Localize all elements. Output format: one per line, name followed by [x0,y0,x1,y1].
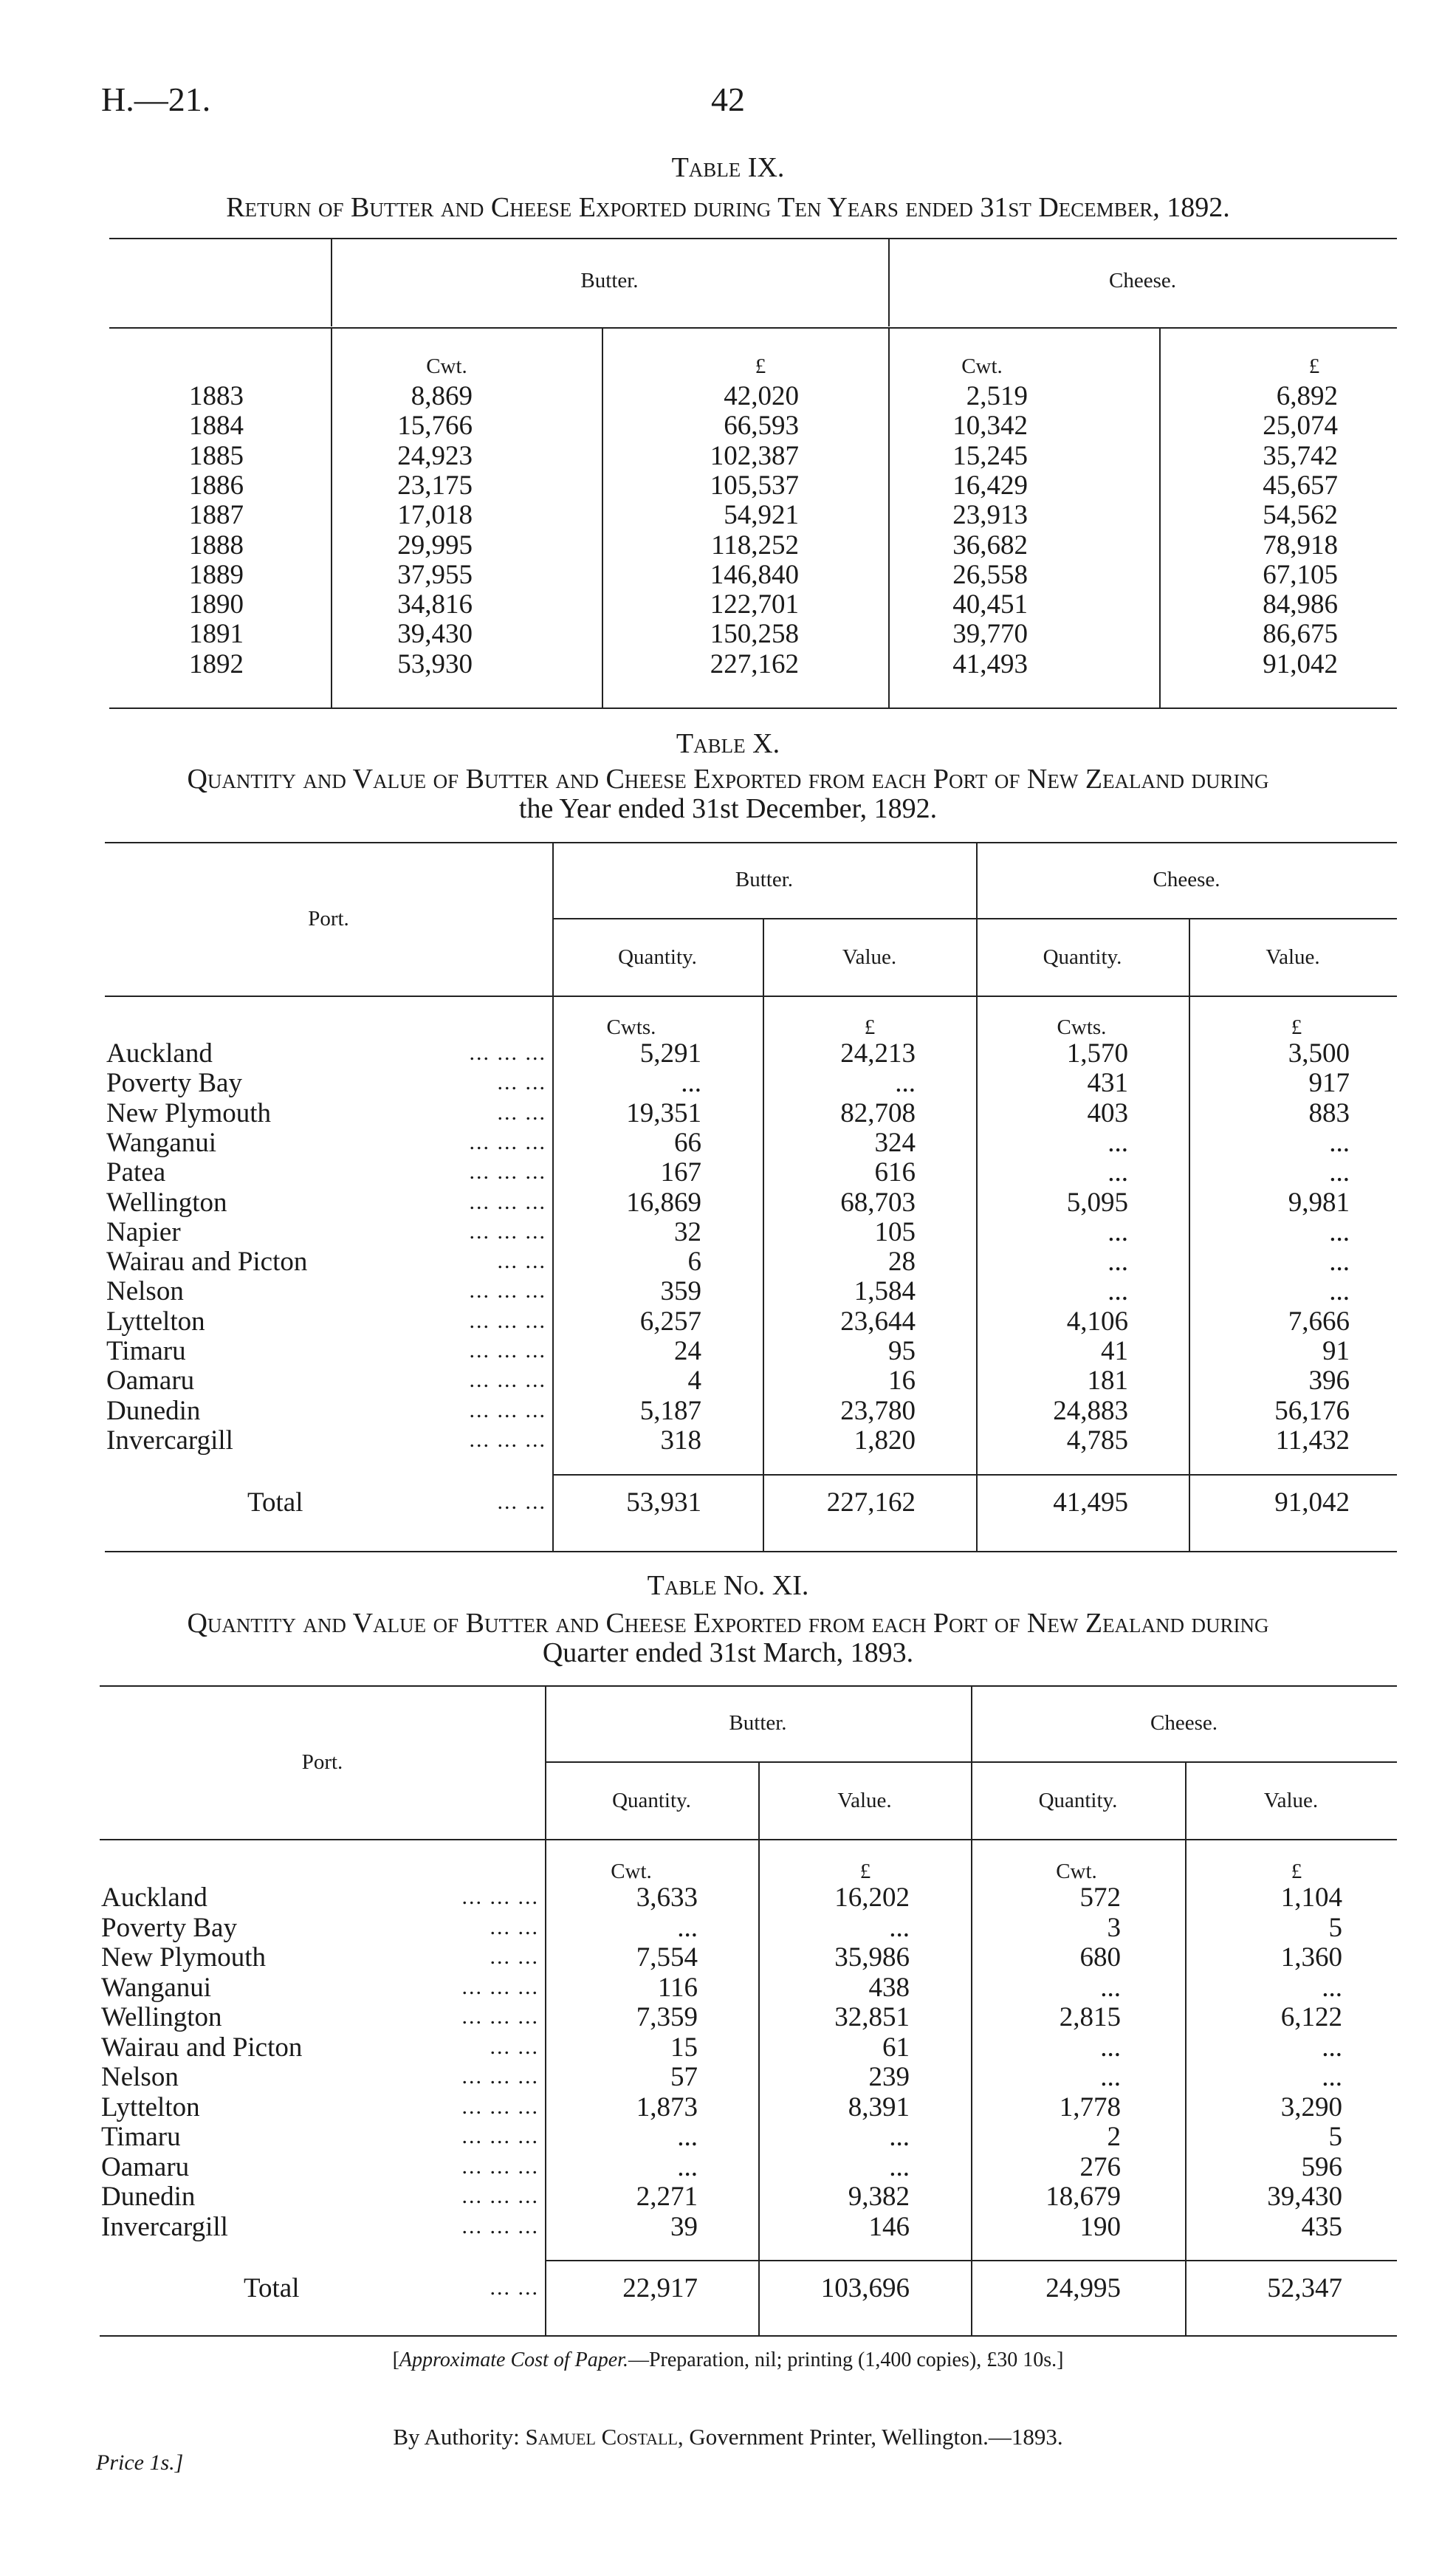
value-cell: 239 [868,2062,910,2092]
rule-group [552,918,1397,919]
value-cell: 190 [1079,2211,1121,2242]
value-cell: ... [1100,2032,1121,2063]
table-10-caption-line1: Quantity and Value of Butter and Cheese Exported from each Port of New Zealand during [187,764,1269,795]
value-cell: 116 [657,1972,698,2003]
leader-dots: ... ... ... [469,1041,546,1065]
value-cell: 16,202 [834,1882,910,1913]
value-cell: ... [1322,2032,1342,2063]
value-cell: 2,271 [636,2182,698,2212]
value-cell: 1,778 [1059,2091,1121,2122]
port-name: Wanganui [106,1127,217,1158]
group-header-butter: Butter. [580,269,639,292]
value-cell: 39,430 [397,619,473,650]
port-name: Lyttelton [101,2091,200,2122]
total-label: Total [244,2273,300,2303]
total-cell: 52,347 [1267,2273,1342,2303]
value-cell: ... [1108,1157,1128,1188]
port-name: Wairau and Picton [101,2032,303,2063]
value-cell: ... [681,1068,701,1099]
value-cell: 7,666 [1288,1306,1350,1337]
rule-bottom [109,707,1397,709]
value-cell: 39,770 [952,619,1028,650]
value-cell: 15,245 [952,440,1028,471]
group-header-butter: Butter. [735,868,794,891]
value-cell: 61 [882,2032,910,2063]
year-cell: 1892 [189,648,244,679]
group-header-cheese: Cheese. [1109,269,1176,292]
value-cell: 66 [674,1127,701,1158]
cost-note [0,2348,1456,2372]
leader-dots: ... ... ... [461,2094,539,2119]
year-cell: 1888 [189,530,244,561]
port-name: Auckland [106,1038,213,1069]
rule-bottom [100,2335,1397,2337]
year-cell: 1883 [189,381,244,411]
value-cell: 102,387 [710,440,799,471]
unit-label: Cwt. [426,354,467,378]
value-cell: 3,633 [636,1882,698,1913]
leader-dots: ... ... [490,1914,539,1939]
table-11-caption-line2: Quarter ended 31st March, 1893. [542,1637,914,1668]
value-cell: 15,766 [397,411,473,442]
leader-dots: ... ... ... [461,2213,539,2238]
leader-dots: ... ... ... [469,1397,546,1422]
value-cell: ... [889,1912,910,1943]
total-cell: 103,696 [820,2273,910,2303]
value-cell: 34,816 [397,589,473,620]
value-cell: ... [677,2151,698,2182]
value-cell: 82,708 [840,1097,916,1128]
value-cell: 42,020 [724,381,799,411]
value-cell: 1,360 [1280,1942,1342,1973]
value-cell: 2 [1107,2122,1121,2152]
value-cell: 25,074 [1263,411,1338,442]
value-cell: 4 [687,1366,701,1397]
value-cell: 39,430 [1267,2182,1342,2212]
port-name: Nelson [106,1276,184,1307]
value-cell: 3,500 [1288,1038,1350,1069]
port-name: Wairau and Picton [106,1247,308,1278]
port-name: New Plymouth [101,1942,267,1973]
port-name: Lyttelton [106,1306,205,1337]
rule-subhead [105,996,1397,997]
port-header: Port. [301,1750,343,1774]
rule-subhead [109,327,1397,329]
value-cell: 276 [1079,2151,1121,2182]
value-cell: 19,351 [626,1097,701,1128]
value-cell: 435 [1301,2211,1342,2242]
unit-label: Cwt. [1056,1860,1097,1883]
leader-dots: ... ... ... [469,1189,546,1214]
value-cell: 1,584 [854,1276,916,1307]
value-cell: ... [895,1068,916,1099]
value-cell: 7,554 [636,1942,698,1973]
value-cell: 150,258 [710,619,799,650]
subheader: Value. [842,945,897,969]
port-name: Dunedin [106,1395,201,1426]
port-name: Patea [106,1157,166,1188]
value-cell: 8,869 [411,381,473,411]
value-cell: 56,176 [1274,1395,1350,1426]
value-cell: 359 [660,1276,701,1307]
group-header-butter: Butter. [729,1711,787,1735]
port-name: Wanganui [101,1972,212,2003]
value-cell: ... [1322,1972,1342,2003]
value-cell: 26,558 [952,559,1028,590]
value-cell: ... [1329,1216,1350,1247]
value-cell: 572 [1079,1882,1121,1913]
value-cell: 917 [1308,1068,1350,1099]
value-cell: 39 [670,2211,698,2242]
value-cell: 32 [674,1216,701,1247]
port-name: Auckland [101,1882,207,1913]
unit-label: Cwt. [611,1860,652,1883]
value-cell: 118,252 [711,530,799,561]
value-cell: 66,593 [724,411,799,442]
cost-note-rest: —Preparation, nil; printing (1,400 copies), £30 10s.] [628,2348,1064,2371]
leader-dots: ... ... ... [461,2184,539,2208]
leader-dots: ... ... ... [461,1974,539,1999]
value-cell: 403 [1087,1097,1128,1128]
value-cell: 1,570 [1066,1038,1128,1069]
value-cell: ... [1108,1127,1128,1158]
value-cell: 57 [670,2062,698,2092]
value-cell: 78,918 [1263,530,1338,561]
value-cell: 23,913 [952,500,1028,531]
port-name: Invercargill [106,1425,233,1456]
leader-dots: ... ... [490,1945,539,1969]
table-10-caption-line2: the Year ended 31st December, 1892. [518,793,938,824]
value-cell: 167 [660,1157,701,1188]
value-cell: 29,995 [397,530,473,561]
leader-dots: ... ... ... [469,1308,546,1333]
value-cell: 41,493 [952,648,1028,679]
year-cell: 1885 [189,440,244,471]
value-cell: 324 [874,1127,916,1158]
value-cell: 1,820 [854,1425,916,1456]
year-cell: 1884 [189,411,244,442]
value-cell: ... [1108,1276,1128,1307]
value-cell: 227,162 [710,648,799,679]
leader-dots: ... ... ... [461,1885,539,1909]
value-cell: 24,883 [1053,1395,1128,1426]
port-name: Nelson [101,2062,179,2092]
total-label: Total [247,1487,303,1518]
value-cell: ... [1329,1247,1350,1278]
port-header: Port. [308,907,349,931]
unit-label: Cwts. [1057,1015,1107,1039]
year-cell: 1890 [189,589,244,620]
value-cell: 91,042 [1263,648,1338,679]
value-cell: 41 [1101,1336,1128,1366]
value-cell: 5 [1328,1912,1342,1943]
value-cell: 431 [1087,1068,1128,1099]
value-cell: ... [1322,2062,1342,2092]
authority-prefix: By Authority: [393,2424,520,2450]
value-cell: 23,175 [397,470,473,501]
value-cell: 438 [868,1972,910,2003]
leader-dots: ... ... ... [469,1338,546,1363]
value-cell: 5,095 [1066,1187,1128,1218]
value-cell: 3,290 [1280,2091,1342,2122]
leader-dots: ... ... [497,1070,546,1095]
value-cell: 181 [1087,1366,1128,1397]
value-cell: 9,981 [1288,1187,1350,1218]
value-cell: 16,869 [626,1187,701,1218]
value-cell: ... [1100,2062,1121,2092]
leader-dots: ... ... ... [469,1427,546,1452]
value-cell: 91 [1322,1336,1350,1366]
value-cell: 35,986 [834,1942,910,1973]
value-cell: ... [1329,1276,1350,1307]
value-cell: 7,359 [636,2002,698,2032]
leader-dots: ... ... [497,1490,546,1514]
unit-label: £ [859,1860,871,1883]
group-header-cheese: Cheese. [1150,1711,1218,1735]
value-cell: 67,105 [1263,559,1338,590]
value-cell: 6,122 [1280,2002,1342,2032]
value-cell: 86,675 [1263,619,1338,650]
port-name: Timaru [106,1336,186,1366]
unit-label: £ [1308,354,1320,378]
value-cell: 15 [670,2032,698,2063]
group-header-cheese: Cheese. [1153,868,1220,891]
value-cell: 37,955 [397,559,473,590]
value-cell: ... [677,1912,698,1943]
year-cell: 1889 [189,559,244,590]
subheader: Quantity. [612,1789,691,1812]
leader-dots: ... ... ... [469,1368,546,1393]
value-cell: 36,682 [952,530,1028,561]
port-name: Wellington [101,2002,222,2032]
value-cell: 396 [1308,1366,1350,1397]
value-cell: 6,892 [1276,381,1338,411]
year-cell: 1886 [189,470,244,501]
value-cell: 9,382 [848,2182,910,2212]
value-cell: 5 [1328,2122,1342,2152]
page-number: 42 [711,80,745,118]
total-cell: 53,931 [626,1487,701,1518]
value-cell: 40,451 [952,589,1028,620]
value-cell: 95 [888,1336,916,1366]
leader-dots: ... ... [490,2034,539,2059]
value-cell: 24,923 [397,440,473,471]
value-cell: 6 [687,1247,701,1278]
value-cell: 616 [874,1157,916,1188]
table-9-label: Table IX. [671,152,785,183]
value-cell: 35,742 [1263,440,1338,471]
value-cell: ... [1100,1972,1121,2003]
port-name: Poverty Bay [106,1068,242,1099]
rule-bottom [105,1551,1397,1552]
value-cell: 24,213 [840,1038,916,1069]
port-name: Timaru [101,2122,181,2152]
value-cell: 16 [888,1366,916,1397]
unit-label: £ [1291,1015,1302,1039]
subheader: Quantity. [1038,1789,1118,1812]
value-cell: 54,921 [724,500,799,531]
value-cell: ... [1329,1127,1350,1158]
value-cell: 23,780 [840,1395,916,1426]
total-cell: 24,995 [1045,2273,1121,2303]
total-cell: 22,917 [622,2273,698,2303]
authority-line [0,2424,1456,2450]
value-cell: 146 [868,2211,910,2242]
value-cell: 4,106 [1066,1306,1128,1337]
port-name: Napier [106,1216,181,1247]
value-cell: 680 [1079,1942,1121,1973]
year-cell: 1891 [189,619,244,650]
total-cell: 227,162 [826,1487,916,1518]
port-name: Dunedin [101,2182,196,2212]
value-cell: ... [677,2122,698,2152]
rule-subhead [100,1839,1397,1840]
value-cell: 45,657 [1263,470,1338,501]
value-cell: 318 [660,1425,701,1456]
value-cell: 5,187 [639,1395,701,1426]
port-name: Invercargill [101,2211,228,2242]
rule-top [100,1685,1397,1687]
port-name: Oamaru [106,1366,195,1397]
leader-dots: ... ... ... [461,2124,539,2148]
value-cell: 3 [1107,1912,1121,1943]
leader-dots: ... ... [490,2275,539,2300]
authority-rest: , Government Printer, Wellington.—1893. [677,2424,1063,2450]
value-cell: 18,679 [1045,2182,1121,2212]
unit-label: £ [755,354,766,378]
value-cell: 1,104 [1280,1882,1342,1913]
table-11-label: Table No. XI. [647,1570,809,1601]
value-cell: 6,257 [639,1306,701,1337]
cost-note-open: [ [392,2348,399,2371]
rule-top [105,842,1397,843]
value-cell: 68,703 [840,1187,916,1218]
total-cell: 91,042 [1274,1487,1350,1518]
value-cell: ... [1108,1216,1128,1247]
subheader: Value. [837,1789,892,1812]
table-9-caption: Return of Butter and Cheese Exported during Ten Years ended 31st December, 1892. [226,192,1230,223]
value-cell: 2,519 [966,381,1028,411]
leader-dots: ... ... ... [461,2154,539,2179]
unit-label: Cwts. [606,1015,656,1039]
value-cell: 17,018 [397,500,473,531]
value-cell: 122,701 [710,589,799,620]
value-cell: 883 [1308,1097,1350,1128]
value-cell: 2,815 [1059,2002,1121,2032]
value-cell: 32,851 [834,2002,910,2032]
leader-dots: ... ... [497,1100,546,1125]
port-name: Poverty Bay [101,1912,237,1943]
subheader: Value. [1263,1789,1319,1812]
unit-label: £ [864,1015,876,1039]
unit-label: £ [1291,1860,1302,1883]
cost-note-italic: Approximate Cost of Paper. [399,2348,628,2371]
value-cell: 105 [874,1216,916,1247]
leader-dots: ... ... ... [469,1159,546,1185]
document-code: H.—21. [101,80,211,118]
leader-dots: ... ... ... [461,2004,539,2029]
value-cell: 24 [674,1336,701,1366]
year-cell: 1887 [189,500,244,531]
value-cell: 8,391 [848,2091,910,2122]
table-10-label: Table X. [676,728,780,759]
table-11-caption-line1: Quantity and Value of Butter and Cheese Exported from each Port of New Zealand during [187,1608,1269,1639]
rule-total [552,1474,1397,1476]
value-cell: 146,840 [710,559,799,590]
subheader: Quantity. [1043,945,1122,969]
subheader: Quantity. [618,945,697,969]
value-cell: 54,562 [1263,500,1338,531]
leader-dots: ... ... ... [469,1129,546,1154]
value-cell: 84,986 [1263,589,1338,620]
value-cell: ... [889,2122,910,2152]
leader-dots: ... ... [497,1249,546,1274]
value-cell: 4,785 [1066,1425,1128,1456]
rule-top [109,238,1397,239]
value-cell: 53,930 [397,648,473,679]
value-cell: 28 [888,1247,916,1278]
leader-dots: ... ... ... [461,2064,539,2089]
leader-dots: ... ... ... [469,1219,546,1244]
port-name: Wellington [106,1187,227,1218]
value-cell: ... [1108,1247,1128,1278]
value-cell: ... [1329,1157,1350,1188]
value-cell: 23,644 [840,1306,916,1337]
port-name: New Plymouth [106,1097,272,1128]
value-cell: 1,873 [636,2091,698,2122]
value-cell: 11,432 [1275,1425,1350,1456]
value-cell: 5,291 [639,1038,701,1069]
value-cell: 10,342 [952,411,1028,442]
unit-label: Cwt. [961,354,1003,378]
value-cell: 596 [1301,2151,1342,2182]
value-cell: ... [889,2151,910,2182]
price-note: Price 1s.] [96,2450,184,2475]
printer-name: Samuel Costall [525,2424,678,2450]
port-name: Oamaru [101,2151,190,2182]
subheader: Value. [1266,945,1320,969]
total-cell: 41,495 [1053,1487,1128,1518]
value-cell: 105,537 [710,470,799,501]
leader-dots: ... ... ... [469,1278,546,1303]
value-cell: 16,429 [952,470,1028,501]
